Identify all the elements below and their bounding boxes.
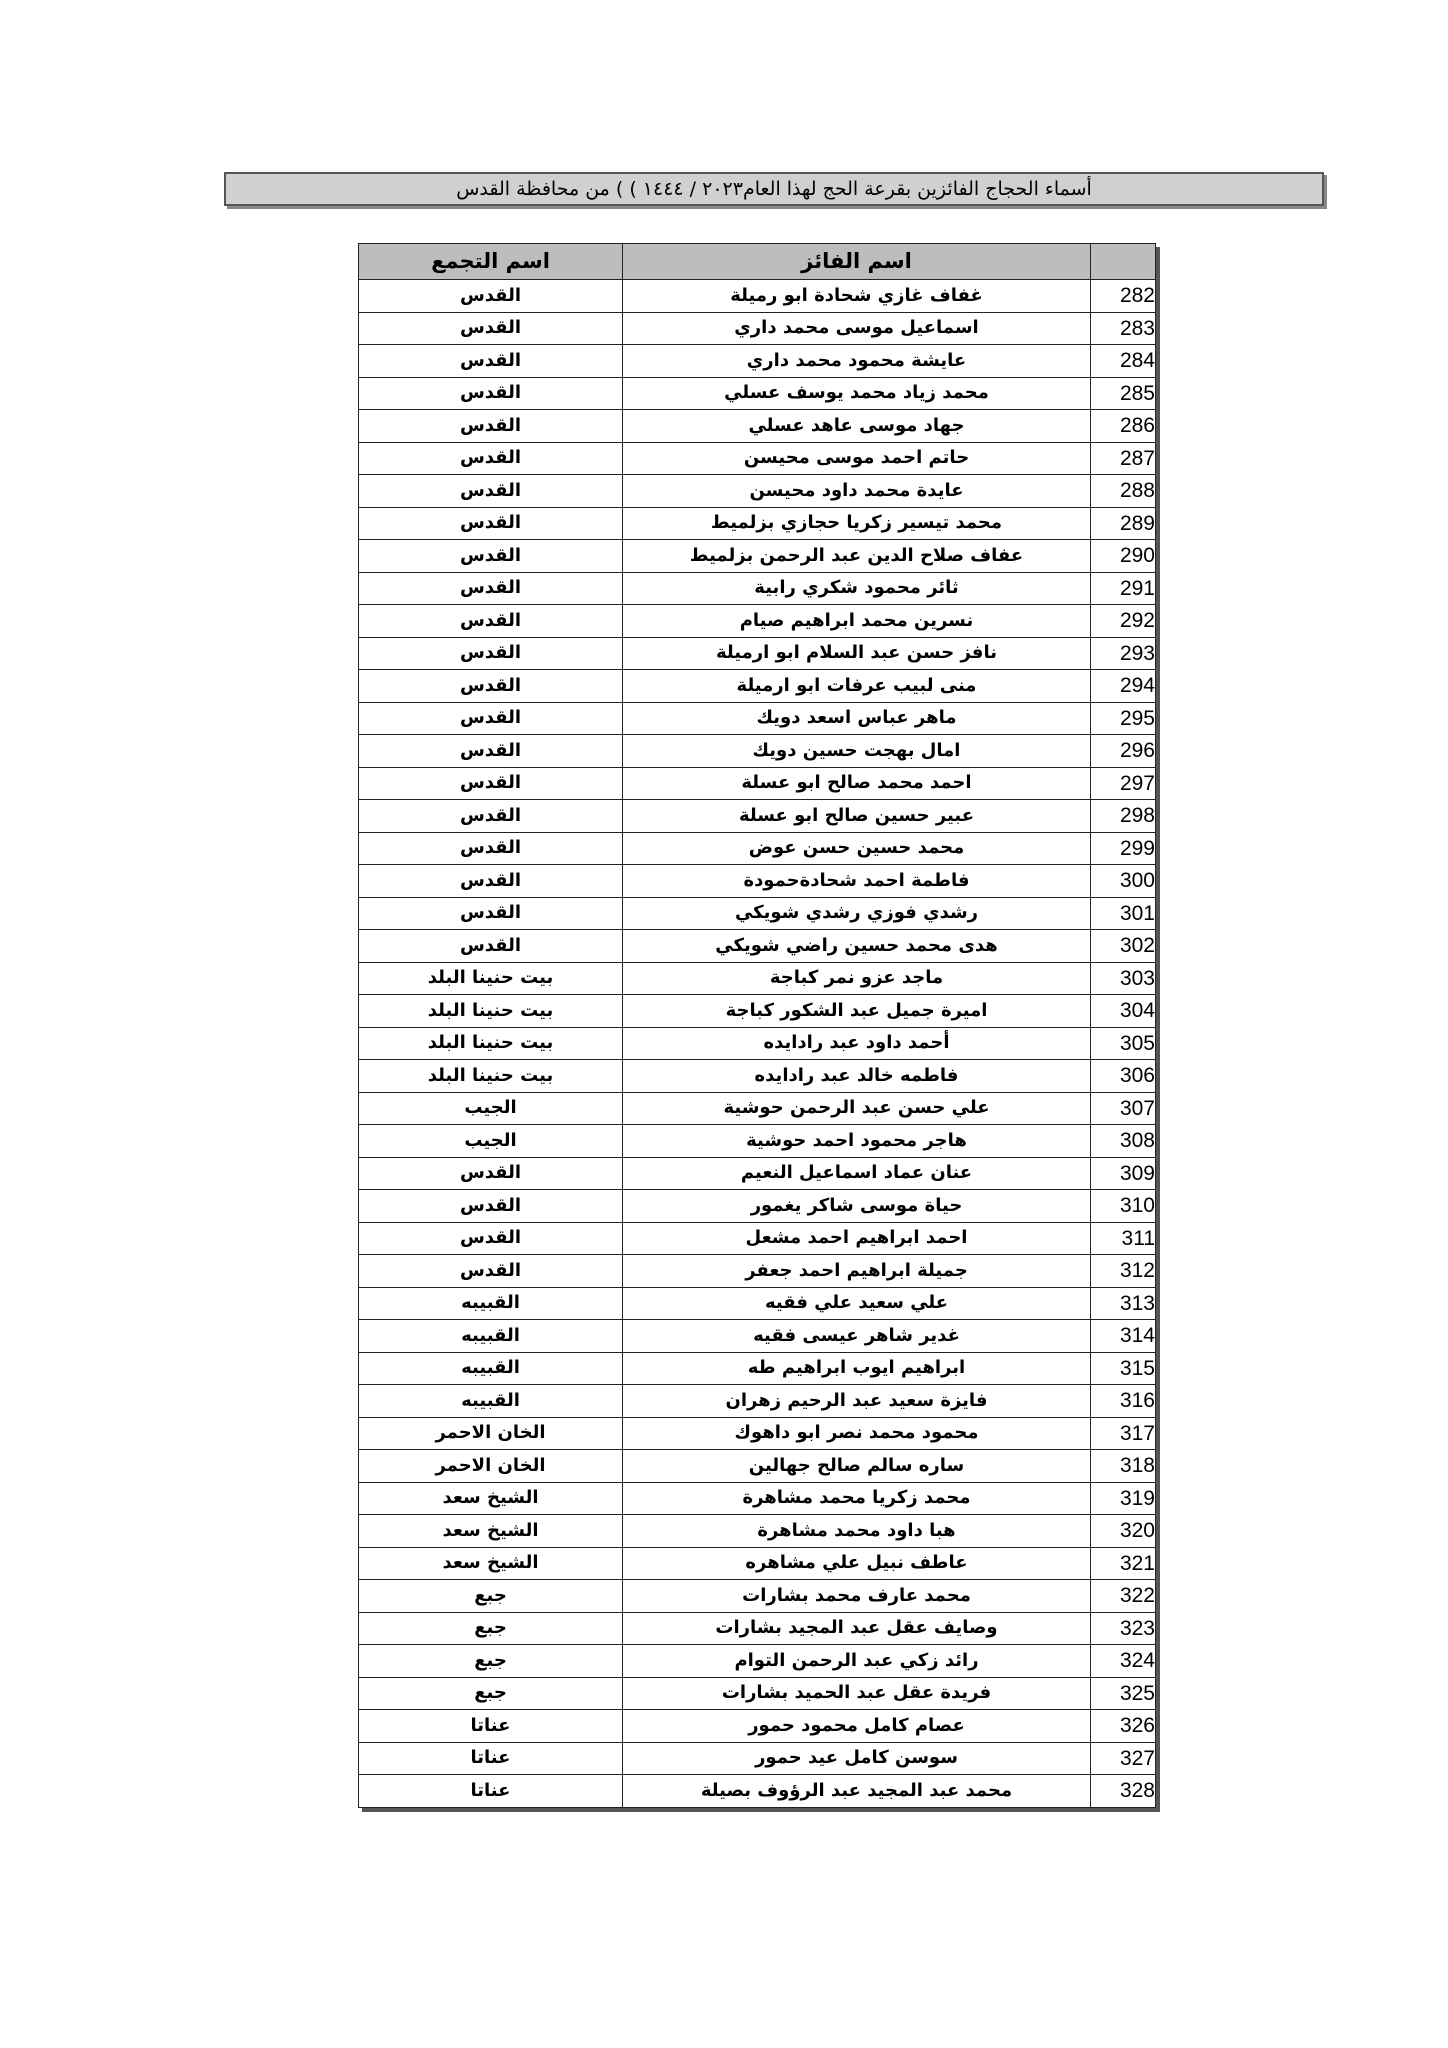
region-cell: الخان الاحمر: [359, 1417, 623, 1450]
table-row: [359, 800, 1156, 833]
table-row: [359, 1417, 1156, 1450]
row-number-cell: 295: [1091, 702, 1156, 735]
table-row: [359, 962, 1156, 995]
winner-name-cell: فاطمه خالد عبد رادايده: [623, 1060, 1091, 1093]
winner-name-cell: حياة موسى شاكر يغمور: [623, 1190, 1091, 1223]
row-number-cell: 283: [1091, 312, 1156, 345]
row-number-cell: 300: [1091, 865, 1156, 898]
winner-name-cell: امال بهجت حسين دويك: [623, 735, 1091, 768]
region-cell: جبع: [359, 1580, 623, 1613]
row-number-cell: 304: [1091, 995, 1156, 1028]
row-number-cell: 289: [1091, 507, 1156, 540]
region-cell: القدس: [359, 280, 623, 313]
table-row: [359, 1677, 1156, 1710]
row-number-cell: 307: [1091, 1092, 1156, 1125]
winner-name-cell: منى لبيب عرفات ابو ارميلة: [623, 670, 1091, 703]
row-number-cell: 315: [1091, 1352, 1156, 1385]
column-header-name: اسم الفائز: [623, 244, 1091, 280]
region-cell: القدس: [359, 345, 623, 378]
region-cell: القدس: [359, 767, 623, 800]
row-number-cell: 291: [1091, 572, 1156, 605]
region-cell: القدس: [359, 475, 623, 508]
region-cell: القدس: [359, 800, 623, 833]
winner-name-cell: فاطمة احمد شحادةحمودة: [623, 865, 1091, 898]
table-row: [359, 1450, 1156, 1483]
region-cell: الشيخ سعد: [359, 1482, 623, 1515]
winner-name-cell: علي حسن عبد الرحمن حوشية: [623, 1092, 1091, 1125]
region-cell: القدس: [359, 1190, 623, 1223]
winner-name-cell: هبا داود محمد مشاهرة: [623, 1515, 1091, 1548]
row-number-cell: 328: [1091, 1775, 1156, 1808]
table-row: [359, 1190, 1156, 1223]
table-row: [359, 1027, 1156, 1060]
document-title: أسماء الحجاج الفائزين بقرعة الحج لهذا العام٢٠٢٣ / ١٤٤٤ ) ) من محافظة القدس: [456, 178, 1092, 200]
table-row: [359, 1547, 1156, 1580]
winner-name-cell: هدى محمد حسين راضي شويكي: [623, 930, 1091, 963]
region-cell: القبيبه: [359, 1352, 623, 1385]
winner-name-cell: محمد حسين حسن عوض: [623, 832, 1091, 865]
table-row: [359, 572, 1156, 605]
region-cell: جبع: [359, 1612, 623, 1645]
table-row: [359, 410, 1156, 443]
winner-name-cell: محمود محمد نصر ابو داهوك: [623, 1417, 1091, 1450]
winner-name-cell: نسرين محمد ابراهيم صيام: [623, 605, 1091, 638]
table-row: [359, 605, 1156, 638]
region-cell: القدس: [359, 897, 623, 930]
row-number-cell: 301: [1091, 897, 1156, 930]
winner-name-cell: احمد ابراهيم احمد مشعل: [623, 1222, 1091, 1255]
winner-name-cell: جهاد موسى عاهد عسلي: [623, 410, 1091, 443]
region-cell: القدس: [359, 865, 623, 898]
row-number-cell: 319: [1091, 1482, 1156, 1515]
region-cell: بيت حنينا البلد: [359, 962, 623, 995]
row-number-cell: 285: [1091, 377, 1156, 410]
row-number-cell: 325: [1091, 1677, 1156, 1710]
winner-name-cell: احمد محمد صالح ابو عسلة: [623, 767, 1091, 800]
table-row: [359, 1060, 1156, 1093]
winner-name-cell: هاجر محمود احمد حوشية: [623, 1125, 1091, 1158]
table-row: [359, 865, 1156, 898]
winner-name-cell: نافز حسن عبد السلام ابو ارميلة: [623, 637, 1091, 670]
row-number-cell: 314: [1091, 1320, 1156, 1353]
winner-name-cell: فايزة سعيد عبد الرحيم زهران: [623, 1385, 1091, 1418]
table-row: [359, 1482, 1156, 1515]
table-row: [359, 1612, 1156, 1645]
table-row: [359, 1157, 1156, 1190]
row-number-cell: 311: [1091, 1222, 1156, 1255]
table-row: [359, 702, 1156, 735]
row-number-cell: 302: [1091, 930, 1156, 963]
winner-name-cell: محمد زياد محمد يوسف عسلي: [623, 377, 1091, 410]
region-cell: القدس: [359, 637, 623, 670]
row-number-cell: 287: [1091, 442, 1156, 475]
region-cell: القدس: [359, 702, 623, 735]
row-number-cell: 326: [1091, 1710, 1156, 1743]
table-row: [359, 1385, 1156, 1418]
row-number-cell: 294: [1091, 670, 1156, 703]
winner-name-cell: محمد زكريا محمد مشاهرة: [623, 1482, 1091, 1515]
winner-name-cell: سوسن كامل عيد حمور: [623, 1742, 1091, 1775]
table-row: [359, 312, 1156, 345]
table-row: [359, 1125, 1156, 1158]
region-cell: بيت حنينا البلد: [359, 995, 623, 1028]
table-row: [359, 1775, 1156, 1808]
winner-name-cell: عفاف صلاح الدين عبد الرحمن بزلميط: [623, 540, 1091, 573]
region-cell: القدس: [359, 930, 623, 963]
region-cell: الجيب: [359, 1092, 623, 1125]
table-row: [359, 1515, 1156, 1548]
winner-name-cell: ابراهيم ايوب ابراهيم طه: [623, 1352, 1091, 1385]
row-number-cell: 297: [1091, 767, 1156, 800]
row-number-cell: 292: [1091, 605, 1156, 638]
table-body: [359, 280, 1156, 1808]
winner-name-cell: غدير شاهر عيسى فقيه: [623, 1320, 1091, 1353]
row-number-cell: 290: [1091, 540, 1156, 573]
row-number-cell: 312: [1091, 1255, 1156, 1288]
winner-name-cell: أحمد داود عبد رادايده: [623, 1027, 1091, 1060]
winner-name-cell: ماهر عباس اسعد دويك: [623, 702, 1091, 735]
region-cell: القبيبه: [359, 1320, 623, 1353]
region-cell: بيت حنينا البلد: [359, 1027, 623, 1060]
winner-name-cell: اميرة جميل عبد الشكور كباجة: [623, 995, 1091, 1028]
table-row: [359, 345, 1156, 378]
table-row: [359, 735, 1156, 768]
table-row: [359, 930, 1156, 963]
winner-name-cell: عنان عماد اسماعيل النعيم: [623, 1157, 1091, 1190]
row-number-cell: 324: [1091, 1645, 1156, 1678]
table-row: [359, 377, 1156, 410]
table-row: [359, 1287, 1156, 1320]
winner-name-cell: ساره سالم صالح جهالين: [623, 1450, 1091, 1483]
region-cell: القدس: [359, 735, 623, 768]
table-row: [359, 442, 1156, 475]
region-cell: القدس: [359, 832, 623, 865]
region-cell: الجيب: [359, 1125, 623, 1158]
row-number-cell: 313: [1091, 1287, 1156, 1320]
row-number-cell: 284: [1091, 345, 1156, 378]
table-row: [359, 670, 1156, 703]
region-cell: الشيخ سعد: [359, 1515, 623, 1548]
region-cell: عناتا: [359, 1710, 623, 1743]
region-cell: القبيبه: [359, 1385, 623, 1418]
region-cell: عناتا: [359, 1775, 623, 1808]
winner-name-cell: ثائر محمود شكري رابية: [623, 572, 1091, 605]
winner-name-cell: وصايف عقل عبد المجيد بشارات: [623, 1612, 1091, 1645]
table-row: [359, 280, 1156, 313]
region-cell: القدس: [359, 540, 623, 573]
row-number-cell: 308: [1091, 1125, 1156, 1158]
winner-name-cell: عبير حسين صالح ابو عسلة: [623, 800, 1091, 833]
region-cell: بيت حنينا البلد: [359, 1060, 623, 1093]
region-cell: القدس: [359, 442, 623, 475]
region-cell: القدس: [359, 507, 623, 540]
winner-name-cell: عايشة محمود محمد داري: [623, 345, 1091, 378]
row-number-cell: 286: [1091, 410, 1156, 443]
winner-name-cell: ماجد عزو نمر كباجة: [623, 962, 1091, 995]
row-number-cell: 322: [1091, 1580, 1156, 1613]
table-row: [359, 832, 1156, 865]
row-number-cell: 310: [1091, 1190, 1156, 1223]
table-row: [359, 995, 1156, 1028]
row-number-cell: 298: [1091, 800, 1156, 833]
region-cell: عناتا: [359, 1742, 623, 1775]
row-number-cell: 316: [1091, 1385, 1156, 1418]
row-number-cell: 309: [1091, 1157, 1156, 1190]
winner-name-cell: علي سعيد علي فقيه: [623, 1287, 1091, 1320]
table-row: [359, 637, 1156, 670]
table-row: [359, 1092, 1156, 1125]
table-row: [359, 1710, 1156, 1743]
region-cell: القدس: [359, 410, 623, 443]
region-cell: جبع: [359, 1677, 623, 1710]
winner-name-cell: عاطف نبيل علي مشاهره: [623, 1547, 1091, 1580]
row-number-cell: 317: [1091, 1417, 1156, 1450]
row-number-cell: 320: [1091, 1515, 1156, 1548]
table-row: [359, 1580, 1156, 1613]
table-row: [359, 1320, 1156, 1353]
region-cell: القبيبه: [359, 1287, 623, 1320]
table-row: [359, 540, 1156, 573]
row-number-cell: 288: [1091, 475, 1156, 508]
table-row: [359, 1645, 1156, 1678]
winner-name-cell: غفاف غازي شحادة ابو رميلة: [623, 280, 1091, 313]
region-cell: القدس: [359, 1255, 623, 1288]
region-cell: القدس: [359, 312, 623, 345]
row-number-cell: 296: [1091, 735, 1156, 768]
column-header-number: [1091, 244, 1156, 280]
row-number-cell: 299: [1091, 832, 1156, 865]
table-row: [359, 1255, 1156, 1288]
region-cell: جبع: [359, 1645, 623, 1678]
winner-name-cell: رائد زكي عبد الرحمن التوام: [623, 1645, 1091, 1678]
winner-name-cell: محمد عبد المجيد عبد الرؤوف بصيلة: [623, 1775, 1091, 1808]
winner-name-cell: اسماعيل موسى محمد داري: [623, 312, 1091, 345]
winner-name-cell: محمد تيسير زكريا حجازي بزلميط: [623, 507, 1091, 540]
region-cell: الخان الاحمر: [359, 1450, 623, 1483]
row-number-cell: 318: [1091, 1450, 1156, 1483]
row-number-cell: 305: [1091, 1027, 1156, 1060]
region-cell: القدس: [359, 605, 623, 638]
winner-name-cell: عصام كامل محمود حمور: [623, 1710, 1091, 1743]
region-cell: القدس: [359, 377, 623, 410]
region-cell: القدس: [359, 1157, 623, 1190]
region-cell: القدس: [359, 572, 623, 605]
table-row: [359, 507, 1156, 540]
table-row: [359, 767, 1156, 800]
table-header-row: [359, 244, 1156, 280]
row-number-cell: 321: [1091, 1547, 1156, 1580]
region-cell: الشيخ سعد: [359, 1547, 623, 1580]
winner-name-cell: محمد عارف محمد بشارات: [623, 1580, 1091, 1613]
region-cell: القدس: [359, 670, 623, 703]
table-row: [359, 1742, 1156, 1775]
winner-name-cell: رشدي فوزي رشدي شويكي: [623, 897, 1091, 930]
winners-table: [358, 243, 1156, 1808]
row-number-cell: 293: [1091, 637, 1156, 670]
row-number-cell: 327: [1091, 1742, 1156, 1775]
winner-name-cell: جميلة ابراهيم احمد جعفر: [623, 1255, 1091, 1288]
column-header-region: اسم التجمع: [359, 244, 623, 280]
table-row: [359, 1222, 1156, 1255]
table-row: [359, 1352, 1156, 1385]
winner-name-cell: عايدة محمد داود محيسن: [623, 475, 1091, 508]
document-title-bar: [224, 172, 1324, 206]
row-number-cell: 306: [1091, 1060, 1156, 1093]
row-number-cell: 282: [1091, 280, 1156, 313]
table-row: [359, 475, 1156, 508]
row-number-cell: 323: [1091, 1612, 1156, 1645]
region-cell: القدس: [359, 1222, 623, 1255]
row-number-cell: 303: [1091, 962, 1156, 995]
table-row: [359, 897, 1156, 930]
winner-name-cell: فريدة عقل عبد الحميد بشارات: [623, 1677, 1091, 1710]
winner-name-cell: حاتم احمد موسى محيسن: [623, 442, 1091, 475]
